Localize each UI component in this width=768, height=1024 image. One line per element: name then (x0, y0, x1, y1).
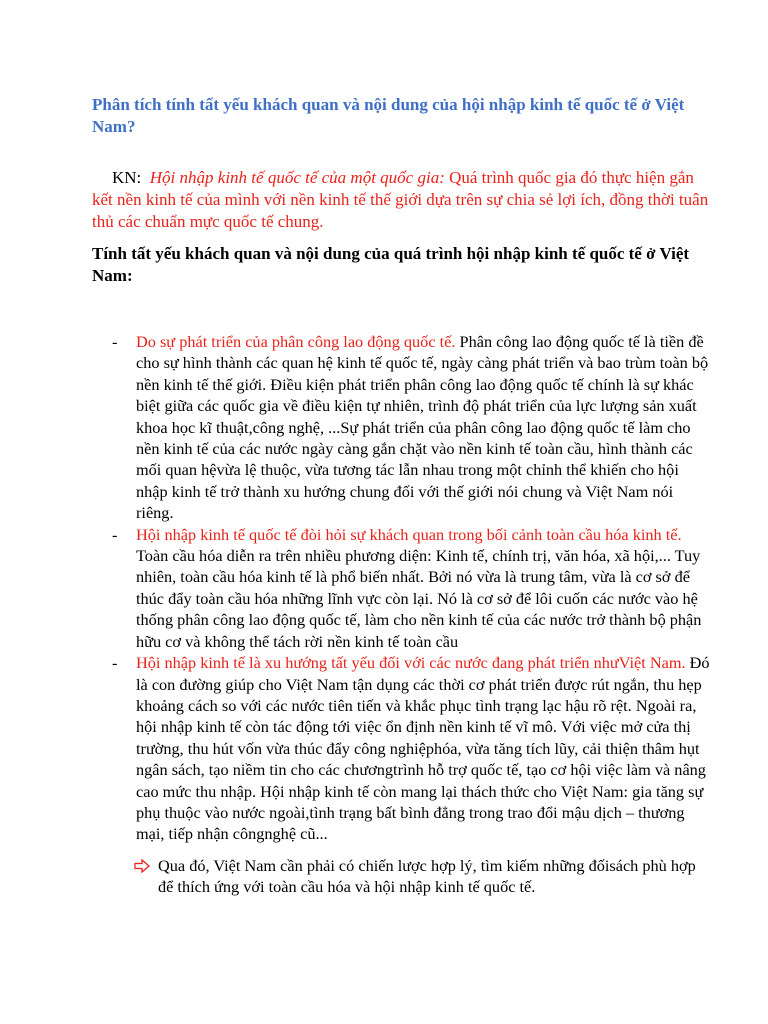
bullet-dash: - (112, 332, 118, 351)
item-highlight: Do sự phát triển của phân công lao động quốc tế. (136, 332, 456, 351)
list-item (92, 524, 712, 652)
arrow-right-outline-icon (134, 859, 150, 873)
document-title: Phân tích tính tất yếu khách quan và nội dung của hội nhập kinh tế quốc tế ở Việt Nam? (92, 95, 685, 136)
content-list (92, 331, 712, 845)
definition-paragraph (92, 167, 712, 233)
item-highlight: Hội nhập kinh tế quốc tế đòi hỏi sự khách quan trong bối cảnh toàn cầu hóa kinh tế. (136, 524, 682, 544)
list-item (92, 331, 712, 524)
bullet-dash: - (112, 653, 118, 673)
item-highlight: Hội nhập kinh tế là xu hướng tất yếu đối với các nước đang phát triển nhưViệt Nam. (136, 653, 686, 673)
definition-text: Quá trình quốc gia đó thực hiện gắn kết nền kinh tế của mình với nền kinh tế thế giới dựa trên sự chia sẻ lợi ích, đồng thời tuân thủ các chuẩn mực quốc tế chung. (92, 168, 709, 231)
list-item (92, 652, 712, 845)
bullet-dash: - (112, 524, 118, 544)
item-text: Phân công lao động quốc tế là tiền đề cho sự hình thành các quan hệ kinh tế quốc tế, ngày càng phát triển và bao trùm toàn bộ nền kinh tế thế giới. Điều kiện phát triển phân công lao động quốc tế chính là sự khác biệt giữa các quốc gia về điều kiện tự nhiên, trình độ phát triển của lực lượng sản xuất khoa học kĩ thuật,công nghệ, ...Sự phát triển của phân công lao động quốc tế làm cho nền kinh tế của các nước ngày càng gắn chặt vào nền kinh tế toàn cầu, hình thành các mối quan hệvừa lệ thuộc, vừa tương tác lẫn nhau trong một chỉnh thể khiến cho hội nhập kinh tế trở thành xu hướng chung đối với thế giới nói chung và Việt Nam nói riêng. (136, 332, 709, 523)
document-page (92, 94, 712, 898)
conclusion-text: Qua đó, Việt Nam cần phải có chiến lược hợp lý, tìm kiếm những đốisách phù hợp để thích ứng với toàn cầu hóa và hội nhập kinh tế quốc tế. (158, 855, 696, 897)
section-heading: Tính tất yếu khách quan và nội dung của quá trình hội nhập kinh tế quốc tế ở Việt Nam: (92, 244, 690, 285)
conclusion-paragraph (92, 855, 712, 898)
item-text: Toàn cầu hóa diễn ra trên nhiều phương diện: Kinh tế, chính trị, văn hóa, xã hội,... Tuy nhiên, toàn cầu hóa kinh tế là phổ biến nhất. Bởi nó vừa là trung tâm, vừa là cơ sở để thúc đẩy toàn cầu hóa những lĩnh vực còn lại. Nó là cơ sở để lôi cuốn các nước vào hệ thống phân công lao động quốc tế, làm cho nền kinh tế của các nước trở thành bộ phận hữu cơ và không thể tách rời nền kinh tế toàn cầu (136, 546, 702, 651)
definition-term: Hội nhập kinh tế quốc tế của một quốc gia: (149, 168, 445, 187)
item-text: Đó là con đường giúp cho Việt Nam tận dụng các thời cơ phát triển được rút ngắn, thu hẹp khoảng cách so với các nước tiên tiến và khắc phục tình trạng lạc hậu rõ rệt. Ngoài ra, hội nhập kinh tế còn tác động tới việc ổn định nền kinh tế vĩ mô. Với việc mở cửa thị trường, thu hút vốn vừa thúc đẩy công nghiệphóa, vừa tăng tích lũy, cải thiện thâm hụt ngân sách, tạo niềm tin cho các chươngtrình hỗ trợ quốc tế, tạo cơ hội việc làm và nâng cao mức thu nhập. Hội nhập kinh tế còn mang lại thách thức cho Việt Nam: gia tăng sự phụ thuộc vào nước ngoài,tình trạng bất bình đẳng trong trao đổi mậu dịch – thương mại, tiếp nhận côngnghệ cũ... (136, 653, 710, 844)
definition-label: KN: (112, 168, 142, 187)
